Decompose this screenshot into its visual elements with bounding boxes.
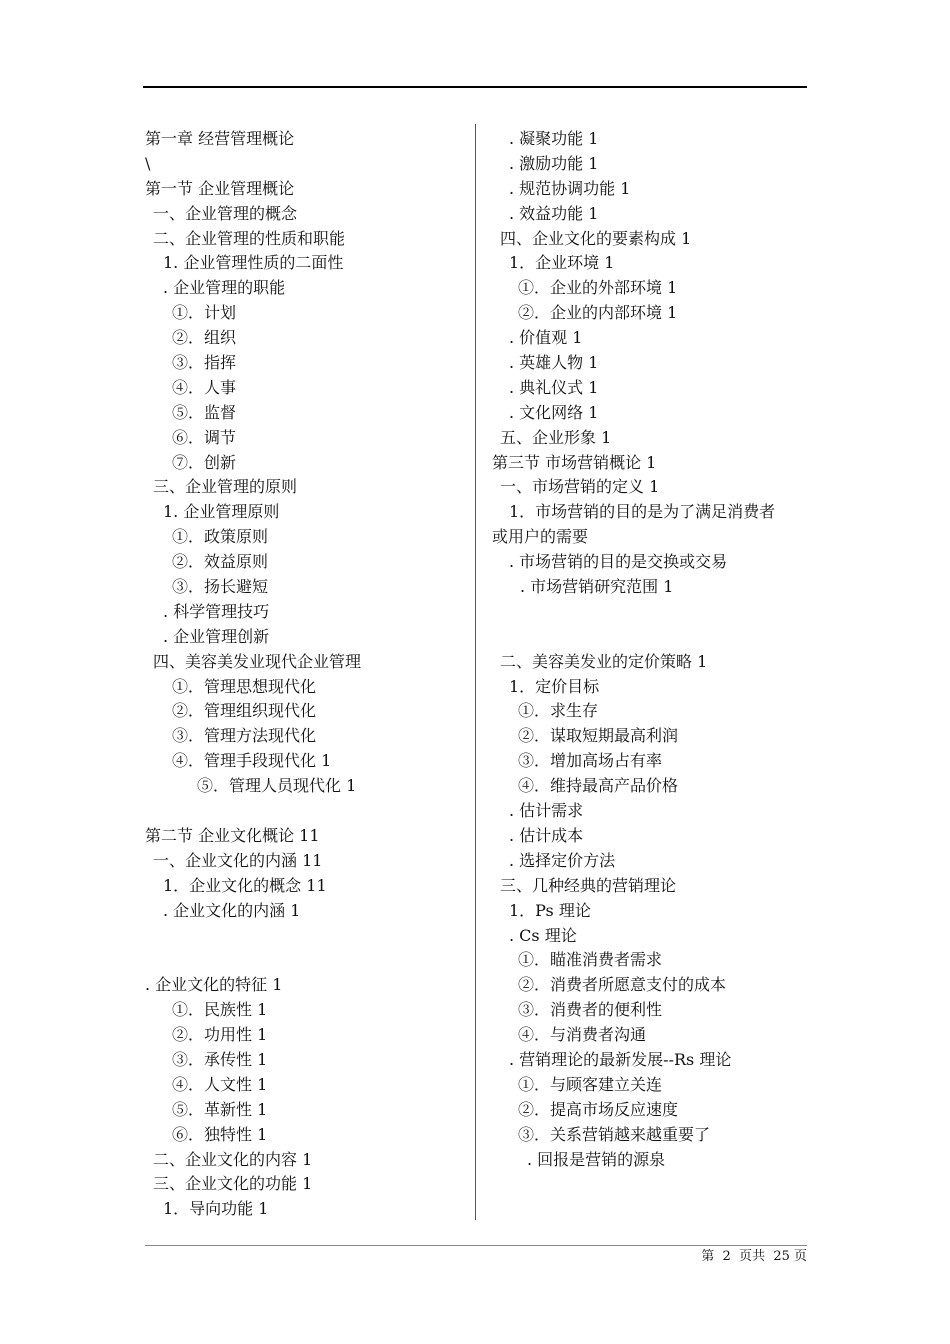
toc-entry: 三、企业文化的功能 1 — [153, 1174, 313, 1194]
toc-entry: ④．人事 — [172, 377, 237, 397]
toc-entry: ②．谋取短期最高利润 — [518, 726, 679, 746]
toc-entry: ①．政策原则 — [172, 527, 269, 547]
toc-entry: ④．维持最高产品价格 — [518, 776, 679, 796]
toc-entry: . 激励功能 1 — [509, 153, 599, 173]
toc-entry: ③．关系营销越来越重要了 — [518, 1124, 711, 1144]
page-number-footer: 第 2 页共 25 页 — [701, 1249, 807, 1264]
toc-entry: ④．与消费者沟通 — [518, 1025, 647, 1045]
toc-entry: . 企业文化的内涵 1 — [163, 900, 301, 920]
toc-entry: 第二节 企业文化概论 11 — [145, 825, 320, 845]
toc-entry: ②．消费者所愿意支付的成本 — [518, 975, 727, 995]
toc-entry: 二、美容美发业的定价策略 1 — [500, 651, 708, 671]
toc-entry: . 价值观 1 — [509, 328, 583, 348]
toc-entry: . 市场营销的目的是交换或交易 — [509, 552, 728, 572]
column-divider — [475, 124, 476, 1220]
toc-entry: 1. 企业管理原则 — [163, 502, 280, 522]
toc-entry: 1．定价目标 — [509, 676, 600, 696]
toc-entry: 1．导向功能 1 — [163, 1199, 269, 1219]
toc-entry: ②．效益原则 — [172, 552, 269, 572]
toc-entry: \ — [145, 153, 151, 173]
toc-entry: ①．计划 — [172, 303, 237, 323]
toc-entry: . 估计成本 — [509, 825, 584, 845]
toc-entry: . 规范协调功能 1 — [509, 178, 631, 198]
toc-entry: ②．提高市场反应速度 — [518, 1099, 679, 1119]
toc-entry: 1．企业环境 1 — [509, 253, 615, 273]
toc-entry: ④．人文性 1 — [172, 1074, 268, 1094]
header-rule — [143, 86, 807, 88]
toc-entry: . 市场营销研究范围 1 — [520, 577, 674, 597]
toc-entry: 第一节 企业管理概论 — [145, 178, 295, 198]
toc-entry: 第三节 市场营销概论 1 — [492, 452, 657, 472]
toc-entry: ⑥．独特性 1 — [172, 1124, 268, 1144]
toc-entry: ③．指挥 — [172, 353, 237, 373]
toc-entry: . 科学管理技巧 — [163, 601, 270, 621]
toc-entry: . 企业管理的职能 — [163, 278, 286, 298]
toc-entry: 一、企业文化的内涵 11 — [153, 850, 323, 870]
toc-entry: ①．求生存 — [518, 701, 599, 721]
toc-entry: ②．组织 — [172, 328, 237, 348]
toc-entry: . 企业文化的特征 1 — [145, 975, 283, 995]
toc-entry: 1．企业文化的概念 11 — [163, 875, 327, 895]
toc-entry: . 英雄人物 1 — [509, 353, 599, 373]
toc-entry: . 企业管理创新 — [163, 626, 270, 646]
toc-entry: . 典礼仪式 1 — [509, 377, 599, 397]
toc-entry: . 估计需求 — [509, 801, 584, 821]
toc-entry: ②．管理组织现代化 — [172, 701, 317, 721]
blank-line — [145, 924, 470, 949]
toc-entry: . 回报是营销的源泉 — [527, 1149, 666, 1169]
toc-left-column — [145, 127, 470, 1222]
toc-entry: 一、市场营销的定义 1 — [500, 477, 660, 497]
toc-entry: ②．功用性 1 — [172, 1025, 268, 1045]
toc-entry: ③．承传性 1 — [172, 1049, 268, 1069]
toc-entry: 1．Ps 理论 — [509, 900, 591, 920]
toc-entry: 1. 企业管理性质的二面性 — [163, 253, 344, 273]
toc-entry: ③．增加高场占有率 — [518, 751, 663, 771]
toc-entry: ⑦．创新 — [172, 452, 237, 472]
toc-entry: 二、企业管理的性质和职能 — [153, 228, 346, 248]
toc-entry: ⑤．革新性 1 — [172, 1099, 268, 1119]
toc-entry: ①．瞄准消费者需求 — [518, 950, 663, 970]
blank-line — [492, 625, 814, 650]
toc-entry: . 效益功能 1 — [509, 203, 599, 223]
toc-entry: ③．管理方法现代化 — [172, 726, 317, 746]
toc-entry: ③．消费者的便利性 — [518, 1000, 663, 1020]
toc-entry: ①．民族性 1 — [172, 1000, 268, 1020]
toc-entry: ③．扬长避短 — [172, 577, 269, 597]
toc-entry: 或用户的需要 — [492, 527, 589, 547]
toc-entry: . 选择定价方法 — [509, 850, 616, 870]
toc-entry: 一、企业管理的概念 — [153, 203, 298, 223]
toc-entry: . 凝聚功能 1 — [509, 129, 599, 148]
toc-entry: . 文化网络 1 — [509, 402, 599, 422]
blank-line — [145, 948, 470, 973]
toc-entry: 五、企业形象 1 — [500, 427, 612, 447]
toc-right-column — [492, 127, 814, 1172]
toc-entry: ②．企业的内部环境 1 — [518, 303, 678, 323]
toc-entry: 1．市场营销的目的是为了满足消费者 — [509, 502, 776, 522]
toc-entry: . 营销理论的最新发展--Rs 理论 — [509, 1049, 732, 1069]
toc-entry: 三、企业管理的原则 — [153, 477, 298, 497]
blank-line — [145, 799, 470, 824]
blank-line — [492, 600, 814, 625]
toc-entry: 四、企业文化的要素构成 1 — [500, 228, 692, 248]
toc-entry: ①．企业的外部环境 1 — [518, 278, 678, 298]
toc-entry: ④．管理手段现代化 1 — [172, 751, 332, 771]
toc-entry: ①．管理思想现代化 — [172, 676, 317, 696]
toc-entry: 二、企业文化的内容 1 — [153, 1149, 313, 1169]
toc-entry: 四、美容美发业现代企业管理 — [153, 651, 362, 671]
toc-entry: 第一章 经营管理概论 — [145, 129, 295, 148]
toc-entry: ⑤．监督 — [172, 402, 237, 422]
toc-entry: 三、几种经典的营销理论 — [500, 875, 677, 895]
footer-rule — [145, 1245, 807, 1246]
toc-entry: ⑤．管理人员现代化 1 — [197, 776, 357, 796]
toc-entry: ⑥．调节 — [172, 427, 237, 447]
toc-entry: ①．与顾客建立关连 — [518, 1074, 663, 1094]
toc-entry: . Cs 理论 — [509, 925, 577, 945]
